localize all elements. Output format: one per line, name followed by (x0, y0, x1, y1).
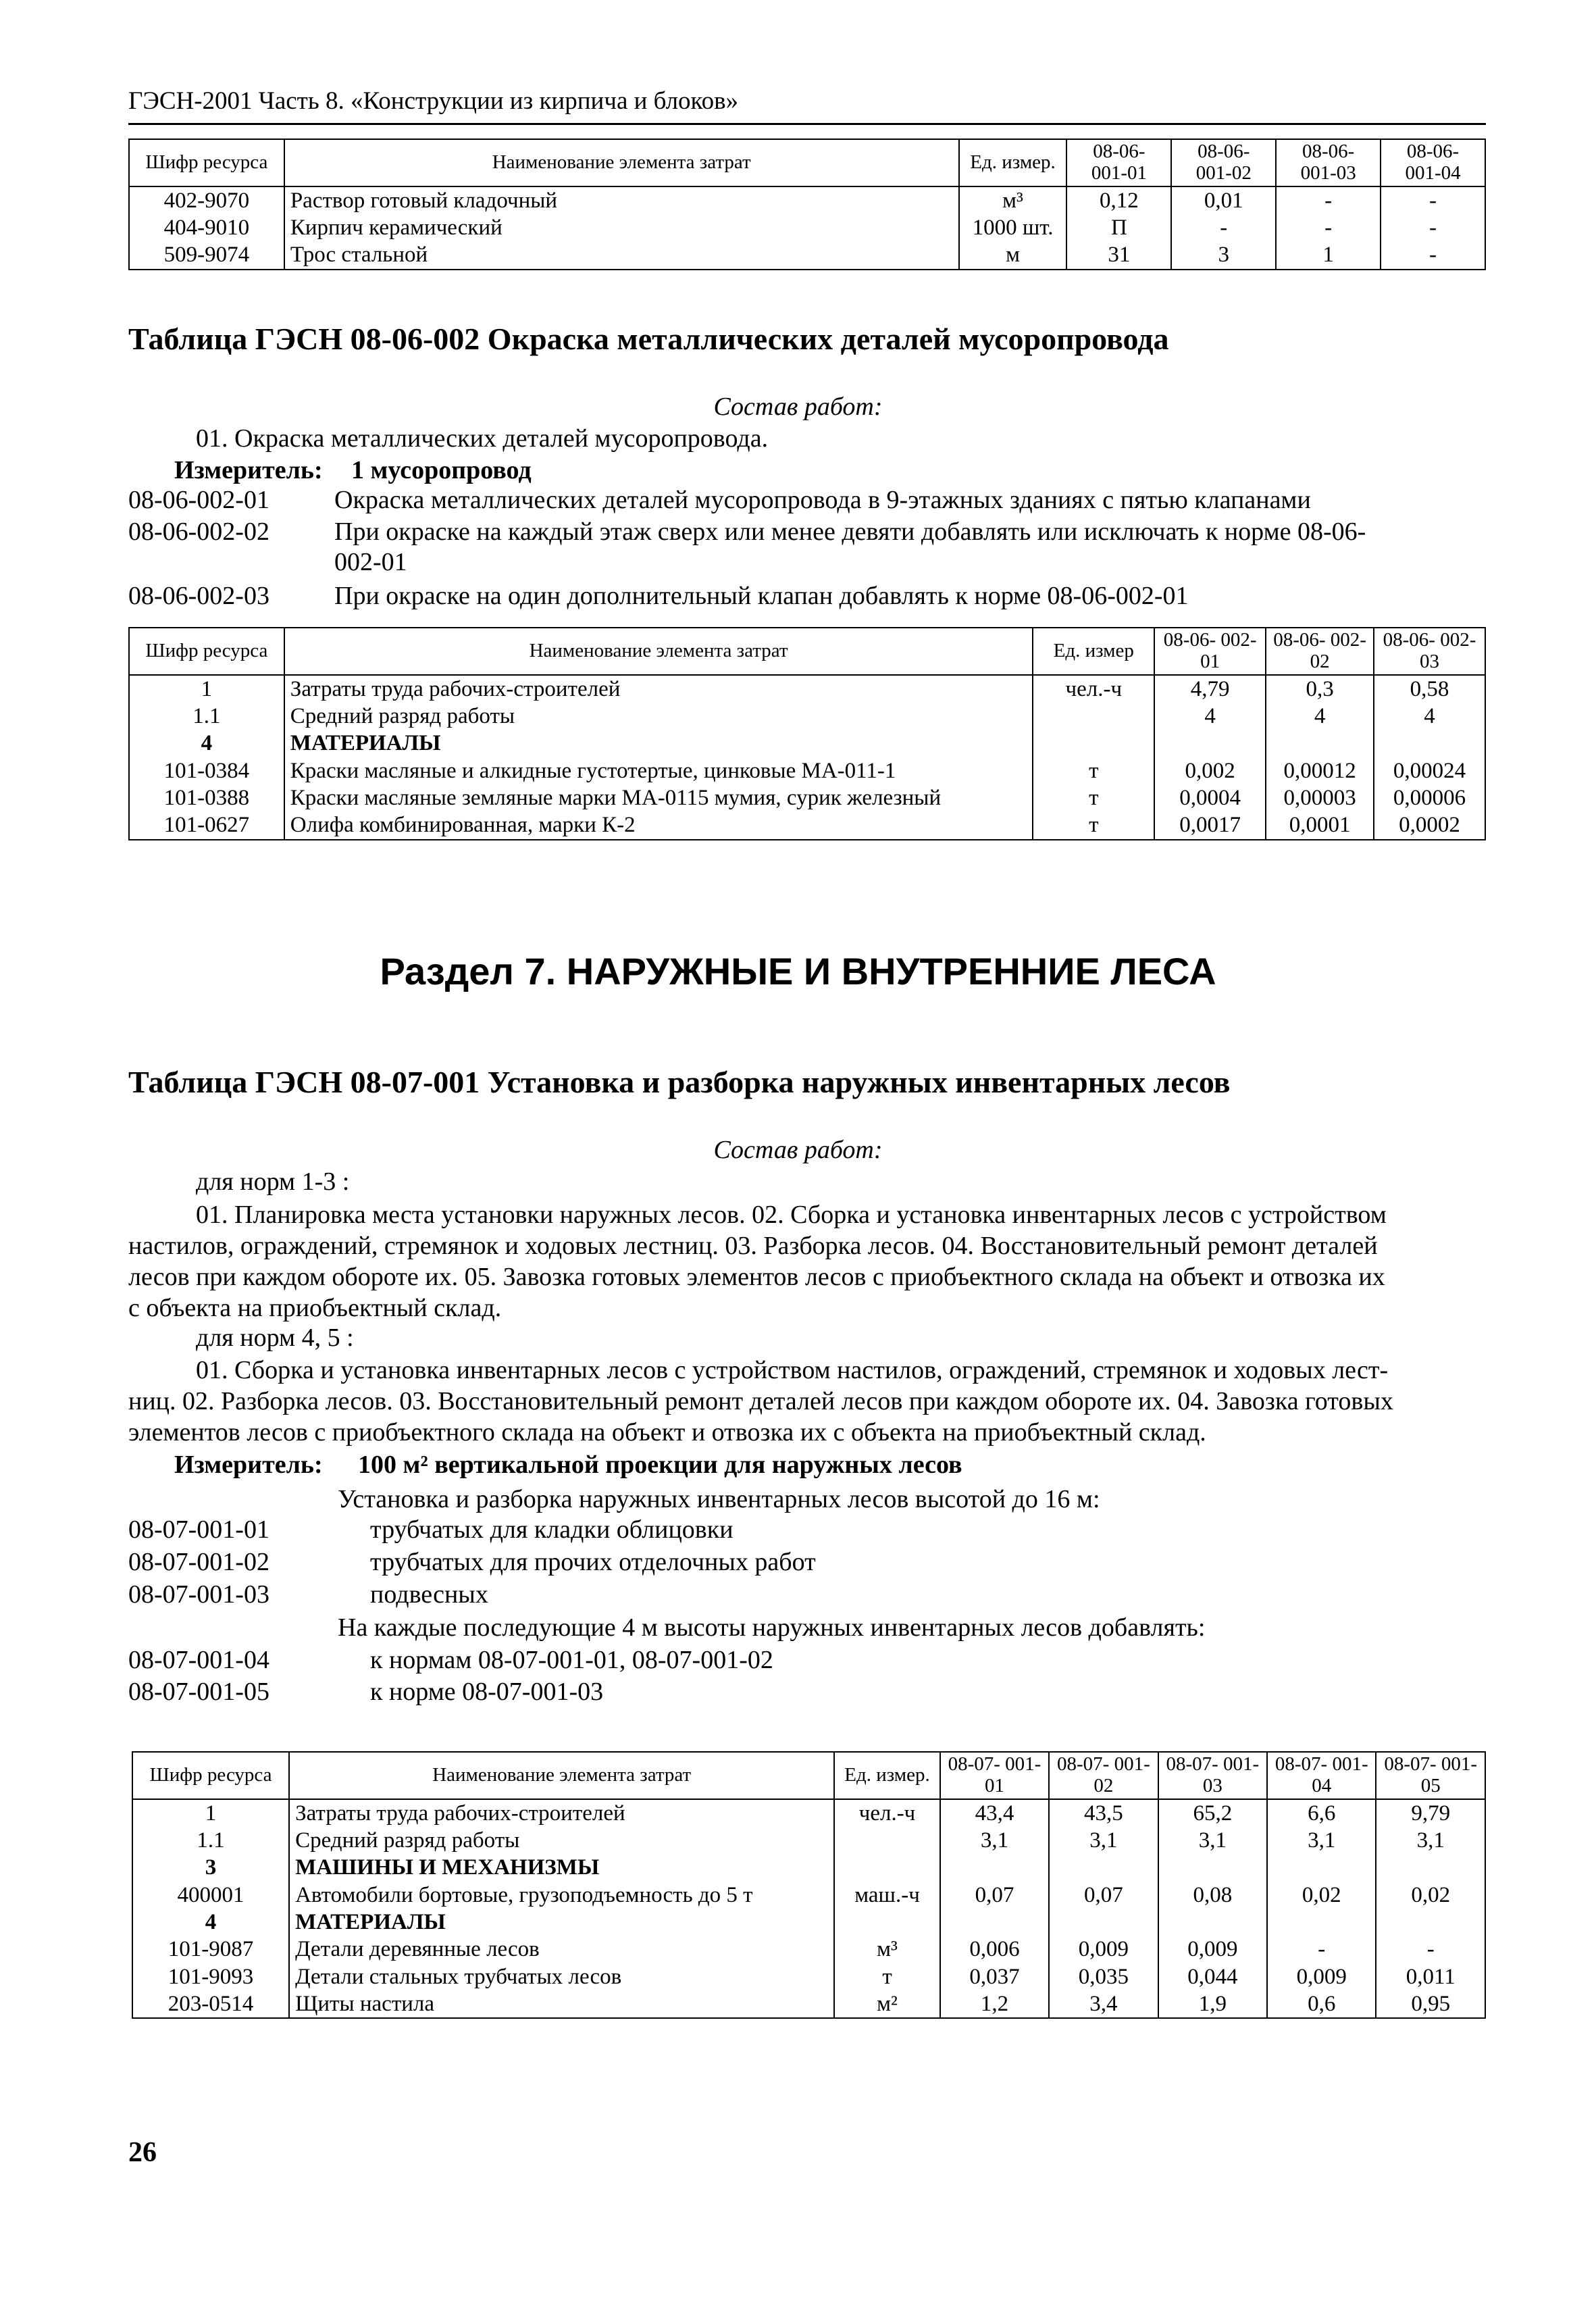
cell: чел.-ч (1033, 675, 1154, 703)
cell: 0,044 (1158, 1963, 1267, 1990)
cell: Средний разряд работы (289, 1827, 834, 1854)
cell: 3,1 (1267, 1827, 1376, 1854)
cell: 1 (132, 1799, 289, 1827)
cell: - (1381, 186, 1485, 214)
cell: Краски масляные земляные марки МА-0115 мумия, сурик железный (284, 784, 1033, 811)
cell: 0,00006 (1374, 784, 1485, 811)
norm-text: Окраска металлических деталей мусоропровода в 9-этажных зданиях с пятью клапанами (334, 486, 1311, 514)
work-text-line: 01. Планировка места установки наружных лесов. 02. Сборка и установка инвентарных лесов с устройством (196, 1201, 1387, 1229)
cell (1049, 1854, 1158, 1881)
cell: 43,4 (940, 1799, 1049, 1827)
table-row (132, 1990, 1485, 2018)
cell: 0,08 (1158, 1882, 1267, 1909)
table-08-07-001 (132, 1751, 1486, 2019)
cell: Олифа комбинированная, марки К-2 (284, 811, 1033, 839)
cell: 1 (1276, 241, 1381, 269)
cell: 1000 шт. (959, 214, 1067, 241)
cell: 101-0627 (129, 811, 284, 839)
col-header: Шифр ресурса (129, 139, 284, 186)
cell: 0,02 (1267, 1882, 1376, 1909)
running-header: ГЭСН-2001 Часть 8. «Конструкции из кирпича и блоков» (128, 87, 739, 115)
cell: МАШИНЫ И МЕХАНИЗМЫ (289, 1854, 834, 1881)
col-header: Наименование элемента затрат (284, 139, 959, 186)
col-header: Наименование элемента затрат (289, 1752, 834, 1799)
table-row (129, 757, 1485, 784)
table-title: Таблица ГЭСН 08-07-001 Установка и разборка наружных инвентарных лесов (128, 1065, 1231, 1099)
cell: 101-0384 (129, 757, 284, 784)
cell (1267, 1854, 1376, 1881)
cell: Затраты труда рабочих-строителей (284, 675, 1033, 703)
cell: 0,0017 (1154, 811, 1266, 839)
meter-value: 100 м² вертикальной проекции для наружных лесов (358, 1451, 962, 1479)
cell: 0,00003 (1266, 784, 1374, 811)
norm-text: к нормам 08-07-001-01, 08-07-001-02 (370, 1646, 773, 1674)
norm-code: 08-07-001-01 (128, 1515, 269, 1544)
cell: Раствор готовый кладочный (284, 186, 959, 214)
cell: 4 (132, 1909, 289, 1936)
norms-intro: Установка и разборка наружных инвентарных лесов высотой до 16 м: (338, 1485, 1100, 1513)
cell (834, 1854, 939, 1881)
cell (1376, 1909, 1485, 1936)
cell (834, 1909, 939, 1936)
table-row (132, 1799, 1485, 1827)
table-row (129, 214, 1485, 241)
table-row-group (132, 1854, 1485, 1881)
col-header: Ед. измер. (834, 1752, 939, 1799)
cell (940, 1909, 1049, 1936)
table-row (129, 241, 1485, 269)
table-title: Таблица ГЭСН 08-06-002 Окраска металлических деталей мусоропровода (128, 322, 1169, 356)
col-header: 08-06- 002-03 (1374, 628, 1485, 675)
cell: - (1276, 186, 1381, 214)
cell: 404-9010 (129, 214, 284, 241)
meter-label: Измеритель: (174, 456, 323, 484)
table-row (132, 1963, 1485, 1990)
cell (1033, 703, 1154, 730)
table-row (129, 784, 1485, 811)
cell: 0,01 (1171, 186, 1276, 214)
col-header: 08-07- 001-04 (1267, 1752, 1376, 1799)
norm-text: При окраске на один дополнительный клапан добавлять к норме 08-06-002-01 (334, 582, 1189, 610)
col-header: 08-06- 002-02 (1266, 628, 1374, 675)
norm-text: подвесных (370, 1580, 488, 1609)
cell: 101-9087 (132, 1936, 289, 1963)
cell: 0,0004 (1154, 784, 1266, 811)
work-item: 01. Окраска металлических деталей мусоропровода. (196, 424, 769, 453)
cell: 0,12 (1066, 186, 1171, 214)
cell: чел.-ч (834, 1799, 939, 1827)
cell: Автомобили бортовые, грузоподъемность до 5 т (289, 1882, 834, 1909)
cell: маш.-ч (834, 1882, 939, 1909)
cell: 0,6 (1267, 1990, 1376, 2018)
col-header: 08-06- 001-02 (1171, 139, 1276, 186)
cell (1266, 730, 1374, 757)
cell: 101-0388 (129, 784, 284, 811)
cell: 1 (129, 675, 284, 703)
col-header: Ед. измер. (959, 139, 1067, 186)
col-header: 08-06- 001-03 (1276, 139, 1381, 186)
table-row (129, 675, 1485, 703)
header-rule (128, 123, 1486, 125)
cell: т (1033, 811, 1154, 839)
cell: - (1171, 214, 1276, 241)
cell: 3,1 (940, 1827, 1049, 1854)
norm-code: 08-07-001-05 (128, 1678, 269, 1706)
cell (834, 1827, 939, 1854)
meter-value: 1 мусоропровод (351, 456, 532, 484)
cell: 0,011 (1376, 1963, 1485, 1990)
cell: т (1033, 784, 1154, 811)
norm-code: 08-06-002-03 (128, 582, 269, 610)
cell: 3 (1171, 241, 1276, 269)
table-header-row (129, 139, 1485, 186)
cell: 43,5 (1049, 1799, 1158, 1827)
cell: Детали стальных трубчатых лесов (289, 1963, 834, 1990)
cell: 31 (1066, 241, 1171, 269)
norm-text: При окраске на каждый этаж сверх или менее девяти добавлять или исключать к норме 08-06- (334, 518, 1366, 546)
cell: 1.1 (132, 1827, 289, 1854)
work-text-line: элементов лесов с приобъектного склада на объект и отвозка их с объекта на приобъектный склад. (128, 1418, 1206, 1447)
norm-text-continued: 002-01 (334, 548, 407, 576)
col-header: 08-06- 001-01 (1066, 139, 1171, 186)
cell: 203-0514 (132, 1990, 289, 2018)
page-number: 26 (128, 2137, 157, 2168)
norms-range-label: для норм 4, 5 : (196, 1324, 354, 1352)
cell (940, 1854, 1049, 1881)
table-08-06-002 (128, 627, 1486, 840)
cell: 6,6 (1267, 1799, 1376, 1827)
cell: 4 (1374, 703, 1485, 730)
cell: 0,002 (1154, 757, 1266, 784)
table-08-06-001-continued (128, 139, 1486, 270)
cell: Кирпич керамический (284, 214, 959, 241)
cell: т (834, 1963, 939, 1990)
col-header: 08-06- 002-01 (1154, 628, 1266, 675)
cell: 3,1 (1376, 1827, 1485, 1854)
cell: 0,035 (1049, 1963, 1158, 1990)
cell (1049, 1909, 1158, 1936)
cell: МАТЕРИАЛЫ (289, 1909, 834, 1936)
cell: 101-9093 (132, 1963, 289, 1990)
cell: 3,1 (1158, 1827, 1267, 1854)
norms-intro: На каждые последующие 4 м высоты наружных инвентарных лесов добавлять: (338, 1613, 1206, 1642)
cell: - (1381, 214, 1485, 241)
work-text-line: 01. Сборка и установка инвентарных лесов с устройством настилов, ограждений, стремянок и ходовых лест- (196, 1356, 1389, 1384)
cell (1158, 1909, 1267, 1936)
cell: 3,1 (1049, 1827, 1158, 1854)
col-header: Наименование элемента затрат (284, 628, 1033, 675)
table-row-group (132, 1909, 1485, 1936)
norm-code: 08-06-002-02 (128, 518, 269, 546)
table-header-row (132, 1752, 1485, 1799)
cell: 0,009 (1049, 1936, 1158, 1963)
work-text-line: лесов при каждом обороте их. 05. Завозка готовых элементов лесов с приобъектного склада на объект и отвозка их (128, 1263, 1385, 1291)
cell (1158, 1854, 1267, 1881)
cell: МАТЕРИАЛЫ (284, 730, 1033, 757)
cell: 0,07 (1049, 1882, 1158, 1909)
cell: 0,02 (1376, 1882, 1485, 1909)
col-header: 08-07- 001-02 (1049, 1752, 1158, 1799)
work-text-line: настилов, ограждений, стремянок и ходовых лестниц. 03. Разборка лесов. 04. Восстановительный ремонт деталей (128, 1232, 1378, 1260)
meter-label: Измеритель: (174, 1451, 323, 1479)
cell: - (1376, 1936, 1485, 1963)
col-header: 08-06- 001-04 (1381, 139, 1485, 186)
cell: 3 (132, 1854, 289, 1881)
cell: 65,2 (1158, 1799, 1267, 1827)
norm-text: трубчатых для кладки облицовки (370, 1515, 733, 1544)
cell: Затраты труда рабочих-строителей (289, 1799, 834, 1827)
cell: Средний разряд работы (284, 703, 1033, 730)
cell (1033, 730, 1154, 757)
cell (1376, 1854, 1485, 1881)
cell: 0,95 (1376, 1990, 1485, 2018)
cell: м³ (959, 186, 1067, 214)
cell: 4 (1154, 703, 1266, 730)
cell (1374, 730, 1485, 757)
table-row-group (129, 730, 1485, 757)
cell (1267, 1909, 1376, 1936)
cell: т (1033, 757, 1154, 784)
norm-code: 08-07-001-04 (128, 1646, 269, 1674)
cell: 3,4 (1049, 1990, 1158, 2018)
cell: 1.1 (129, 703, 284, 730)
cell: 400001 (132, 1882, 289, 1909)
cell: Краски масляные и алкидные густотертые, цинковые МА-011-1 (284, 757, 1033, 784)
col-header: Шифр ресурса (132, 1752, 289, 1799)
table-row (129, 703, 1485, 730)
work-text-line: с объекта на приобъектный склад. (128, 1294, 502, 1322)
cell: - (1381, 241, 1485, 269)
cell: м² (834, 1990, 939, 2018)
table-row (129, 811, 1485, 839)
cell: м (959, 241, 1067, 269)
cell: м³ (834, 1936, 939, 1963)
cell: 0,0002 (1374, 811, 1485, 839)
cell: 0,00024 (1374, 757, 1485, 784)
section-title: Раздел 7. НАРУЖНЫЕ И ВНУТРЕННИЕ ЛЕСА (380, 950, 1216, 992)
cell: 0,00012 (1266, 757, 1374, 784)
cell: 0,009 (1158, 1936, 1267, 1963)
cell: 4 (129, 730, 284, 757)
cell: 0,0001 (1266, 811, 1374, 839)
cell: 1,2 (940, 1990, 1049, 2018)
norms-range-label: для норм 1-3 : (196, 1167, 350, 1196)
col-header: 08-07- 001-05 (1376, 1752, 1485, 1799)
cell: 4,79 (1154, 675, 1266, 703)
norm-text: трубчатых для прочих отделочных работ (370, 1548, 816, 1576)
cell: 0,07 (940, 1882, 1049, 1909)
norm-code: 08-07-001-03 (128, 1580, 269, 1609)
cell: - (1267, 1936, 1376, 1963)
table-row (129, 186, 1485, 214)
work-composition-heading: Состав работ: (713, 393, 883, 421)
table-row (132, 1882, 1485, 1909)
cell: 0,006 (940, 1936, 1049, 1963)
cell: Щиты настила (289, 1990, 834, 2018)
cell: 509-9074 (129, 241, 284, 269)
cell: 9,79 (1376, 1799, 1485, 1827)
norm-code: 08-07-001-02 (128, 1548, 269, 1576)
cell: 0,58 (1374, 675, 1485, 703)
norm-text: к норме 08-07-001-03 (370, 1678, 604, 1706)
work-composition-heading: Состав работ: (713, 1136, 883, 1164)
col-header: Ед. измер (1033, 628, 1154, 675)
table-header-row (129, 628, 1485, 675)
cell: 402-9070 (129, 186, 284, 214)
work-text-line: ниц. 02. Разборка лесов. 03. Восстановительный ремонт деталей лесов при каждом обороте их. 04. Завозка готовых (128, 1387, 1393, 1415)
cell (1154, 730, 1266, 757)
cell: - (1276, 214, 1381, 241)
table-row (132, 1936, 1485, 1963)
col-header: Шифр ресурса (129, 628, 284, 675)
cell: 0,037 (940, 1963, 1049, 1990)
cell: Детали деревянные лесов (289, 1936, 834, 1963)
col-header: 08-07- 001-03 (1158, 1752, 1267, 1799)
col-header: 08-07- 001-01 (940, 1752, 1049, 1799)
cell: П (1066, 214, 1171, 241)
norm-code: 08-06-002-01 (128, 486, 269, 514)
cell: 0,009 (1267, 1963, 1376, 1990)
cell: 4 (1266, 703, 1374, 730)
cell: 0,3 (1266, 675, 1374, 703)
cell: Трос стальной (284, 241, 959, 269)
cell: 1,9 (1158, 1990, 1267, 2018)
table-row (132, 1827, 1485, 1854)
